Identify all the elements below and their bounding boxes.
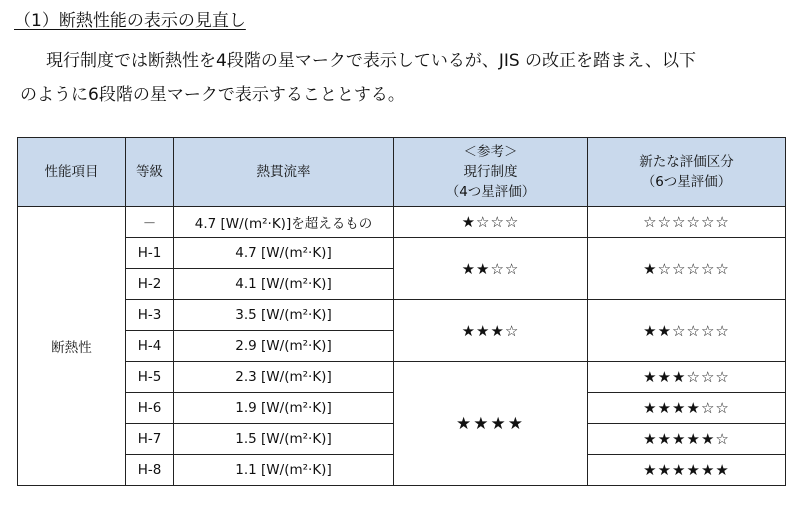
grade-cell: － — [126, 207, 174, 238]
header-current-system — [394, 138, 588, 207]
heat-flow-cell: 2.9 [W/(m²·K)] — [174, 331, 394, 362]
new-stars-cell: ★★★★★☆ — [588, 424, 786, 455]
current-stars-cell: ★☆☆☆ — [394, 207, 588, 238]
grade-cell: H-4 — [126, 331, 174, 362]
grade-cell: H-3 — [126, 300, 174, 331]
intro-line-2: のように6段階の星マークで表示することとする。 — [20, 85, 405, 105]
intro-paragraph — [20, 44, 795, 112]
table-row — [18, 207, 786, 238]
insulation-rating-table — [17, 137, 786, 486]
table-row — [18, 362, 786, 393]
heat-flow-cell: 1.1 [W/(m²·K)] — [174, 455, 394, 486]
grade-cell: H-8 — [126, 455, 174, 486]
header-current-ref: ＜参考＞ — [463, 144, 518, 160]
current-stars-cell: ★★☆☆ — [394, 238, 588, 300]
grade-cell: H-1 — [126, 238, 174, 269]
heat-flow-cell: 4.7 [W/(m²·K)] — [174, 238, 394, 269]
header-heat-flow: 熱貫流率 — [174, 138, 394, 207]
new-stars-cell: ★★★★★★ — [588, 455, 786, 486]
performance-item-cell: 断熱性 — [18, 207, 126, 486]
table-header-row — [18, 138, 786, 207]
grade-cell: H-5 — [126, 362, 174, 393]
header-performance-item: 性能項目 — [18, 138, 126, 207]
grade-cell: H-2 — [126, 269, 174, 300]
heat-flow-cell: 4.1 [W/(m²·K)] — [174, 269, 394, 300]
header-new-name: 新たな評価区分 — [639, 154, 734, 170]
header-current-rating: （4つ星評価） — [445, 184, 536, 200]
heat-flow-cell: 4.7 [W/(m²·K)]を超えるもの — [174, 207, 394, 238]
intro-line-1: 現行制度では断熱性を4段階の星マークで表示しているが、JIS の改正を踏まえ、以下 — [46, 51, 697, 71]
heat-flow-cell: 1.5 [W/(m²·K)] — [174, 424, 394, 455]
heat-flow-cell: 2.3 [W/(m²·K)] — [174, 362, 394, 393]
section-heading: （1）断熱性能の表示の見直し — [14, 11, 246, 31]
new-stars-cell: ★☆☆☆☆☆ — [588, 238, 786, 300]
current-stars-cell: ★★★★ — [394, 362, 588, 486]
new-stars-cell: ★★☆☆☆☆ — [588, 300, 786, 362]
header-current-name: 現行制度 — [463, 164, 518, 180]
heat-flow-cell: 1.9 [W/(m²·K)] — [174, 393, 394, 424]
header-new-rating: （6つ星評価） — [641, 174, 732, 190]
current-stars-cell: ★★★☆ — [394, 300, 588, 362]
table-row — [18, 238, 786, 269]
new-stars-cell: ★★★★☆☆ — [588, 393, 786, 424]
grade-cell: H-7 — [126, 424, 174, 455]
header-grade: 等級 — [126, 138, 174, 207]
new-stars-cell: ☆☆☆☆☆☆ — [588, 207, 786, 238]
header-new-system — [588, 138, 786, 207]
grade-cell: H-6 — [126, 393, 174, 424]
heat-flow-cell: 3.5 [W/(m²·K)] — [174, 300, 394, 331]
new-stars-cell: ★★★☆☆☆ — [588, 362, 786, 393]
table-row — [18, 300, 786, 331]
